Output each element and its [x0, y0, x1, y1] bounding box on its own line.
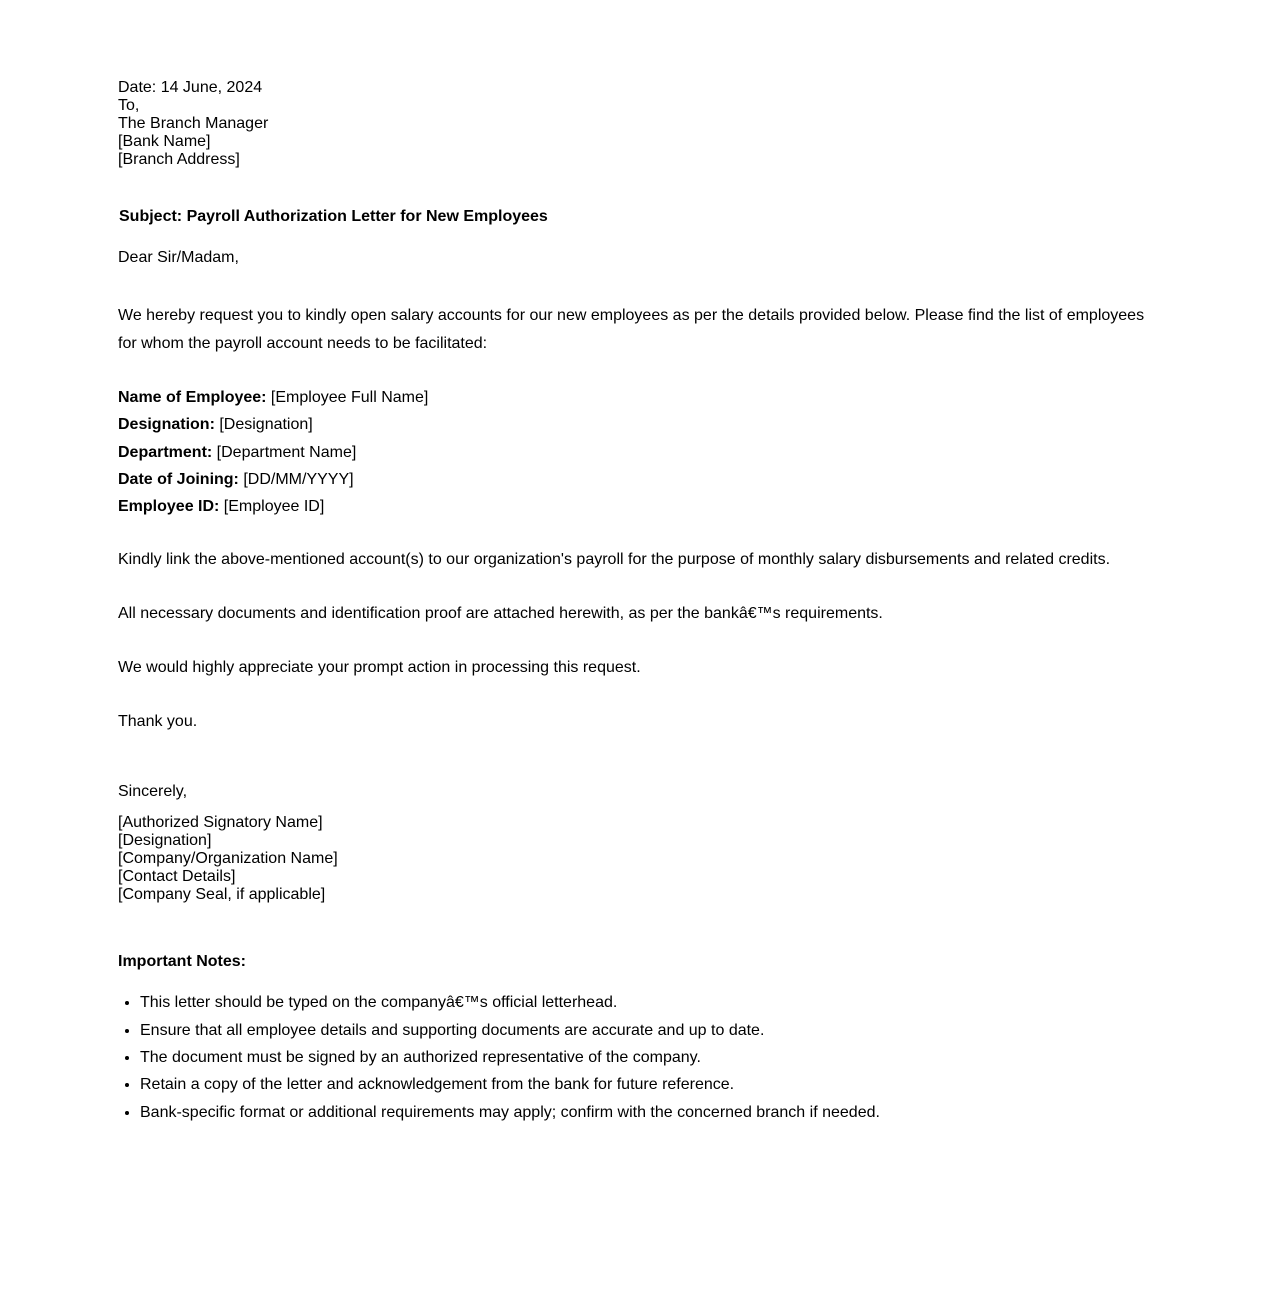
link-request-paragraph: Kindly link the above-mentioned account(s) to our organization's payroll for the purpose of monthly salary disbursements and related credits.: [118, 551, 1111, 569]
date-of-joining-value: [DD/MM/YYYY]: [238, 470, 354, 488]
contact-details: [Contact Details]: [118, 868, 236, 886]
note-item: • The document must be signed by an authorized representative of the company.: [140, 1044, 1158, 1071]
salutation: Dear Sir/Madam,: [118, 249, 239, 266]
signature-block: [118, 814, 1158, 904]
letter-document: [118, 79, 1158, 1126]
employee-name-row: [118, 384, 1158, 411]
designation-row: [118, 411, 1158, 438]
company-name: [Company/Organization Name]: [118, 850, 338, 868]
bank-name-placeholder: [Bank Name]: [118, 133, 211, 150]
documents-paragraph: All necessary documents and identification proof are attached herewith, as per the bankâ€™s requirements.: [118, 605, 883, 623]
appreciation-paragraph: We would highly appreciate your prompt action in processing this request.: [118, 659, 641, 677]
note-item: • This letter should be typed on the companyâ€™s official letterhead.: [140, 989, 1158, 1016]
note-item: • Ensure that all employee details and supporting documents are accurate and up to date.: [140, 1017, 1158, 1044]
note-item: • Retain a copy of the letter and acknowledgement from the bank for future reference.: [140, 1071, 1158, 1098]
employee-id-value: [Employee ID]: [219, 498, 325, 516]
recipient-title: The Branch Manager: [118, 115, 269, 132]
note-item: • Bank-specific format or additional requirements may apply; confirm with the concerned branch if needed.: [140, 1099, 1158, 1126]
notes-heading: Important Notes:: [118, 953, 246, 971]
to-line: To,: [118, 97, 140, 114]
signatory-designation: [Designation]: [118, 832, 212, 850]
address-block: [118, 79, 1158, 169]
closing-line: Sincerely,: [118, 783, 188, 801]
thanks-paragraph: Thank you.: [118, 713, 198, 731]
designation-value: [Designation]: [214, 416, 313, 434]
notes-list: [118, 989, 1158, 1125]
branch-address-placeholder: [Branch Address]: [118, 151, 240, 168]
department-row: [118, 439, 1158, 466]
date-of-joining-row: [118, 466, 1158, 493]
company-seal: [Company Seal, if applicable]: [118, 886, 326, 904]
department-value: [Department Name]: [212, 443, 357, 461]
letter-subject: Subject: Payroll Authorization Letter for New Employees: [119, 208, 548, 225]
employee-details: [118, 384, 1158, 520]
employee-id-label: Employee ID:: [118, 498, 220, 516]
designation-label: Designation:: [118, 416, 215, 434]
department-label: Department:: [118, 443, 213, 461]
employee-name-label: Name of Employee:: [118, 389, 267, 406]
date-of-joining-label: Date of Joining:: [118, 470, 239, 488]
employee-name-value: [Employee Full Name]: [266, 389, 429, 406]
employee-id-row: [118, 493, 1158, 520]
intro-paragraph: We hereby request you to kindly open salary accounts for our new employees as per the details provided below. Please find the list of employees for whom the payroll account needs to be facilitated:: [118, 307, 1145, 352]
letter-date: Date: 14 June, 2024: [118, 79, 263, 96]
signatory-name: [Authorized Signatory Name]: [118, 814, 323, 832]
